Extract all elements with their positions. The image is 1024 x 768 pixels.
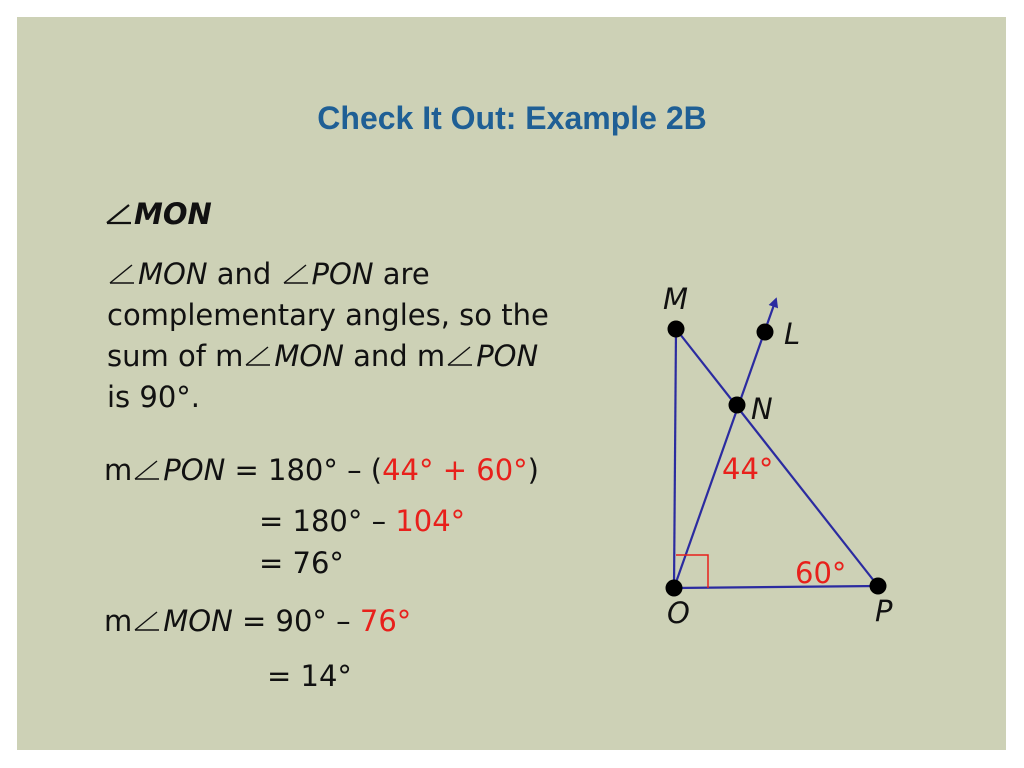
slide-title: Check It Out: Example 2B	[317, 100, 707, 136]
text-m: m	[104, 453, 133, 487]
label-M: M	[663, 282, 689, 316]
point-L	[757, 324, 774, 341]
angle-name: MON	[163, 604, 233, 638]
point-M	[668, 321, 685, 338]
label-N: N	[751, 392, 773, 426]
angle-name: PON	[163, 453, 226, 487]
segment-OP	[674, 586, 878, 588]
explanation-line-4: is 90°.	[107, 380, 201, 414]
segment-MO	[674, 329, 676, 588]
angle-name: PON	[311, 257, 374, 291]
equation-5: = 14°	[267, 659, 352, 693]
explanation-line-2: complementary angles, so the	[107, 298, 549, 332]
angle-name: PON	[476, 339, 539, 373]
angle-label-44: 44°	[722, 452, 774, 486]
equation-text: = 180° –	[259, 504, 396, 538]
label-O: O	[667, 596, 690, 630]
text-m: m	[104, 604, 133, 638]
segment-MP	[676, 329, 878, 586]
angle-label-60: 60°	[795, 556, 847, 590]
heading-angle-name: MON	[134, 197, 212, 231]
angle-name: MON	[138, 257, 208, 291]
text-are: are	[373, 257, 430, 291]
point-P	[870, 578, 887, 595]
point-N	[729, 397, 746, 414]
text-and: and	[207, 257, 281, 291]
text-sum-of-m: sum of m	[107, 339, 244, 373]
text-and-m: and m	[343, 339, 446, 373]
point-O	[666, 580, 683, 597]
equation-3: = 76°	[259, 546, 344, 580]
equation-text: = 180° – (	[225, 453, 383, 487]
label-L: L	[784, 317, 801, 351]
equation-red-value: 104°	[395, 504, 466, 538]
equation-red-value: 44° + 60°	[382, 453, 528, 487]
equation-red-value: 76°	[359, 604, 412, 638]
equation-text: = 90° –	[232, 604, 360, 638]
equation-text: )	[527, 453, 539, 487]
label-P: P	[875, 594, 893, 628]
angle-name: MON	[274, 339, 344, 373]
